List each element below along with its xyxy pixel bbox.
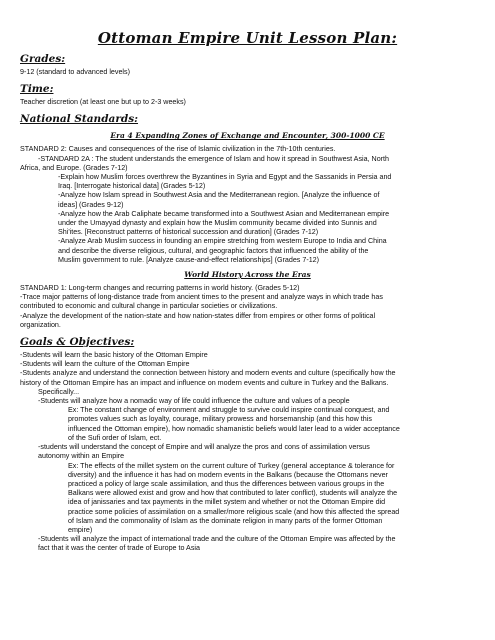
goal-line: Ex: The effects of the millet system on the current culture of Turkey (general acceptance & tolerance for [68,461,395,470]
goal-line: practice some policies of assimilation on a smaller/more religious scale (and how this affected the spread [68,507,400,516]
standard-line: Iraq. [Interrogate historical data] (Grades 5-12) [58,182,206,191]
goal-line: of the Sufi order of Islam, ect. [68,433,162,442]
goal-line: empire) [68,525,93,534]
page-title: Ottoman Empire Unit Lesson Plan: [97,29,398,47]
goal-line: -students will understand the concept of Empire and will analyze the pros and cons of assimilation versus [38,443,370,452]
standard-line: Africa, and Europe. (Grades 7-12) [20,163,128,172]
goal-line: promotes values such as loyalty, courage, military prowess and horsemanship (and this how this [68,415,372,424]
grades-heading: Grades: [20,53,66,65]
goal-line: of Islam and the commonality of Islam as the dominate religion in many parts of the former Ottoman [68,516,383,525]
goals-heading: Goals & Objectives: [20,336,135,349]
world-history-heading: World History Across the Eras [184,270,311,280]
standard-line: under the Umayyad dynasty and explain how the Muslim community became divided into Sunnis and [58,219,377,228]
standard-line: -STANDARD 2A : The student understands the emergence of Islam and how it spread in Southwest Asia, North [38,154,389,163]
goals-block [20,351,475,553]
goal-line: idea of janissaries and tax payments in the millet system and whether or not the Ottoman Empire did [68,498,386,507]
goal-line: history of the Ottoman Empire has an impact and influence on modern events and culture in Turkey and the Balkans. [20,378,389,387]
standard-line: -Explain how Muslim forces overthrew the Byzantines in Syria and Egypt and the Sassanids in Persia and [58,173,392,182]
goal-line: -Students will analyze how a nomadic way of life could influence the culture and values of a people [38,397,350,406]
era-heading: Era 4 Expanding Zones of Exchange and Encounter, 300-1000 CE [110,131,385,141]
world-history-line: STANDARD 1: Long-term changes and recurring patterns in world history. (Grades 5-12) [20,284,300,293]
national-standards-heading: National Standards: [20,113,139,126]
world-history-line: contributed to economic and cultural change in particular societies or civilizations. [20,302,278,311]
standard-line: Shi'ites. [Reconstruct patterns of historical succession and duration] (Grades 7-12) [58,228,319,237]
standard-line: Muslim government to rule. [Analyze cause-and-effect relationships] (Grades 7-12) [58,255,320,264]
goal-line: diversity) and the influence it has had on modern events in the Balkans (because the Ottomans never [68,470,388,479]
goal-line: Ex: The constant change of environment and struggle to survive could inspire continual conquest, and [68,406,390,415]
goal-line: fact that it was the center of trade of Europe to Asia [38,544,200,553]
goal-line: autonomy within an Empire [38,452,125,461]
standard-line: -Analyze Arab Muslim success in founding an empire stretching from western Europe to India and China [58,237,387,246]
goal-line: -Students will learn the culture of the Ottoman Empire [20,360,190,369]
standard-line: -Analyze how Islam spread in Southwest Asia and the Mediterranean region. [Analyze the influence of [58,191,380,200]
world-history-line: -Trace major patterns of long-distance trade from ancient times to the present and analyze ways in which trade has [20,293,383,302]
goal-line: Balkans were allowed exist and grow and how that contributed to later conflict), students will analyze the [68,489,398,498]
world-history-line: -Analyze the development of the nation-state and how nation-states differ from empires or other forms of political [20,311,376,320]
time-heading: Time: [20,83,54,96]
standard-line: STANDARD 2: Causes and consequences of the rise of Islamic civilization in the 7th-10th centuries. [20,145,336,154]
world-history-line: organization. [20,320,61,329]
grades-text: 9-12 (standard to advanced levels) [20,68,130,76]
standard-line: and describe the diverse religious, cultural, and geographic factors that influenced the ability of the [58,246,369,255]
goal-line: -Students will learn the basic history of the Ottoman Empire [20,351,208,360]
standard-line: ideas] (Grades 9-12) [58,200,124,209]
goal-line: practiced a policy of large scale assimilation, and thus the differences between various groups in the [68,479,385,488]
goal-line: Specifically... [38,387,80,396]
goal-line: -Students will analyze the impact of international trade and the culture of the Ottoman Empire was affected by the [38,535,396,544]
world-history-block [20,284,475,330]
time-text: Teacher discretion (at least one but up to 2-3 weeks) [20,98,186,107]
goal-line: influenced the Ottoman empire), how nomadic shamanistic beliefs would later lead to a wider acceptance [68,424,400,433]
standards-block [20,145,475,265]
goal-line: -Students analyze and understand the connection between history and modern events and culture (specifically how the [20,369,396,378]
standard-line: -Analyze how the Arab Caliphate became transformed into a Southwest Asian and Mediterranean empire [58,209,390,218]
